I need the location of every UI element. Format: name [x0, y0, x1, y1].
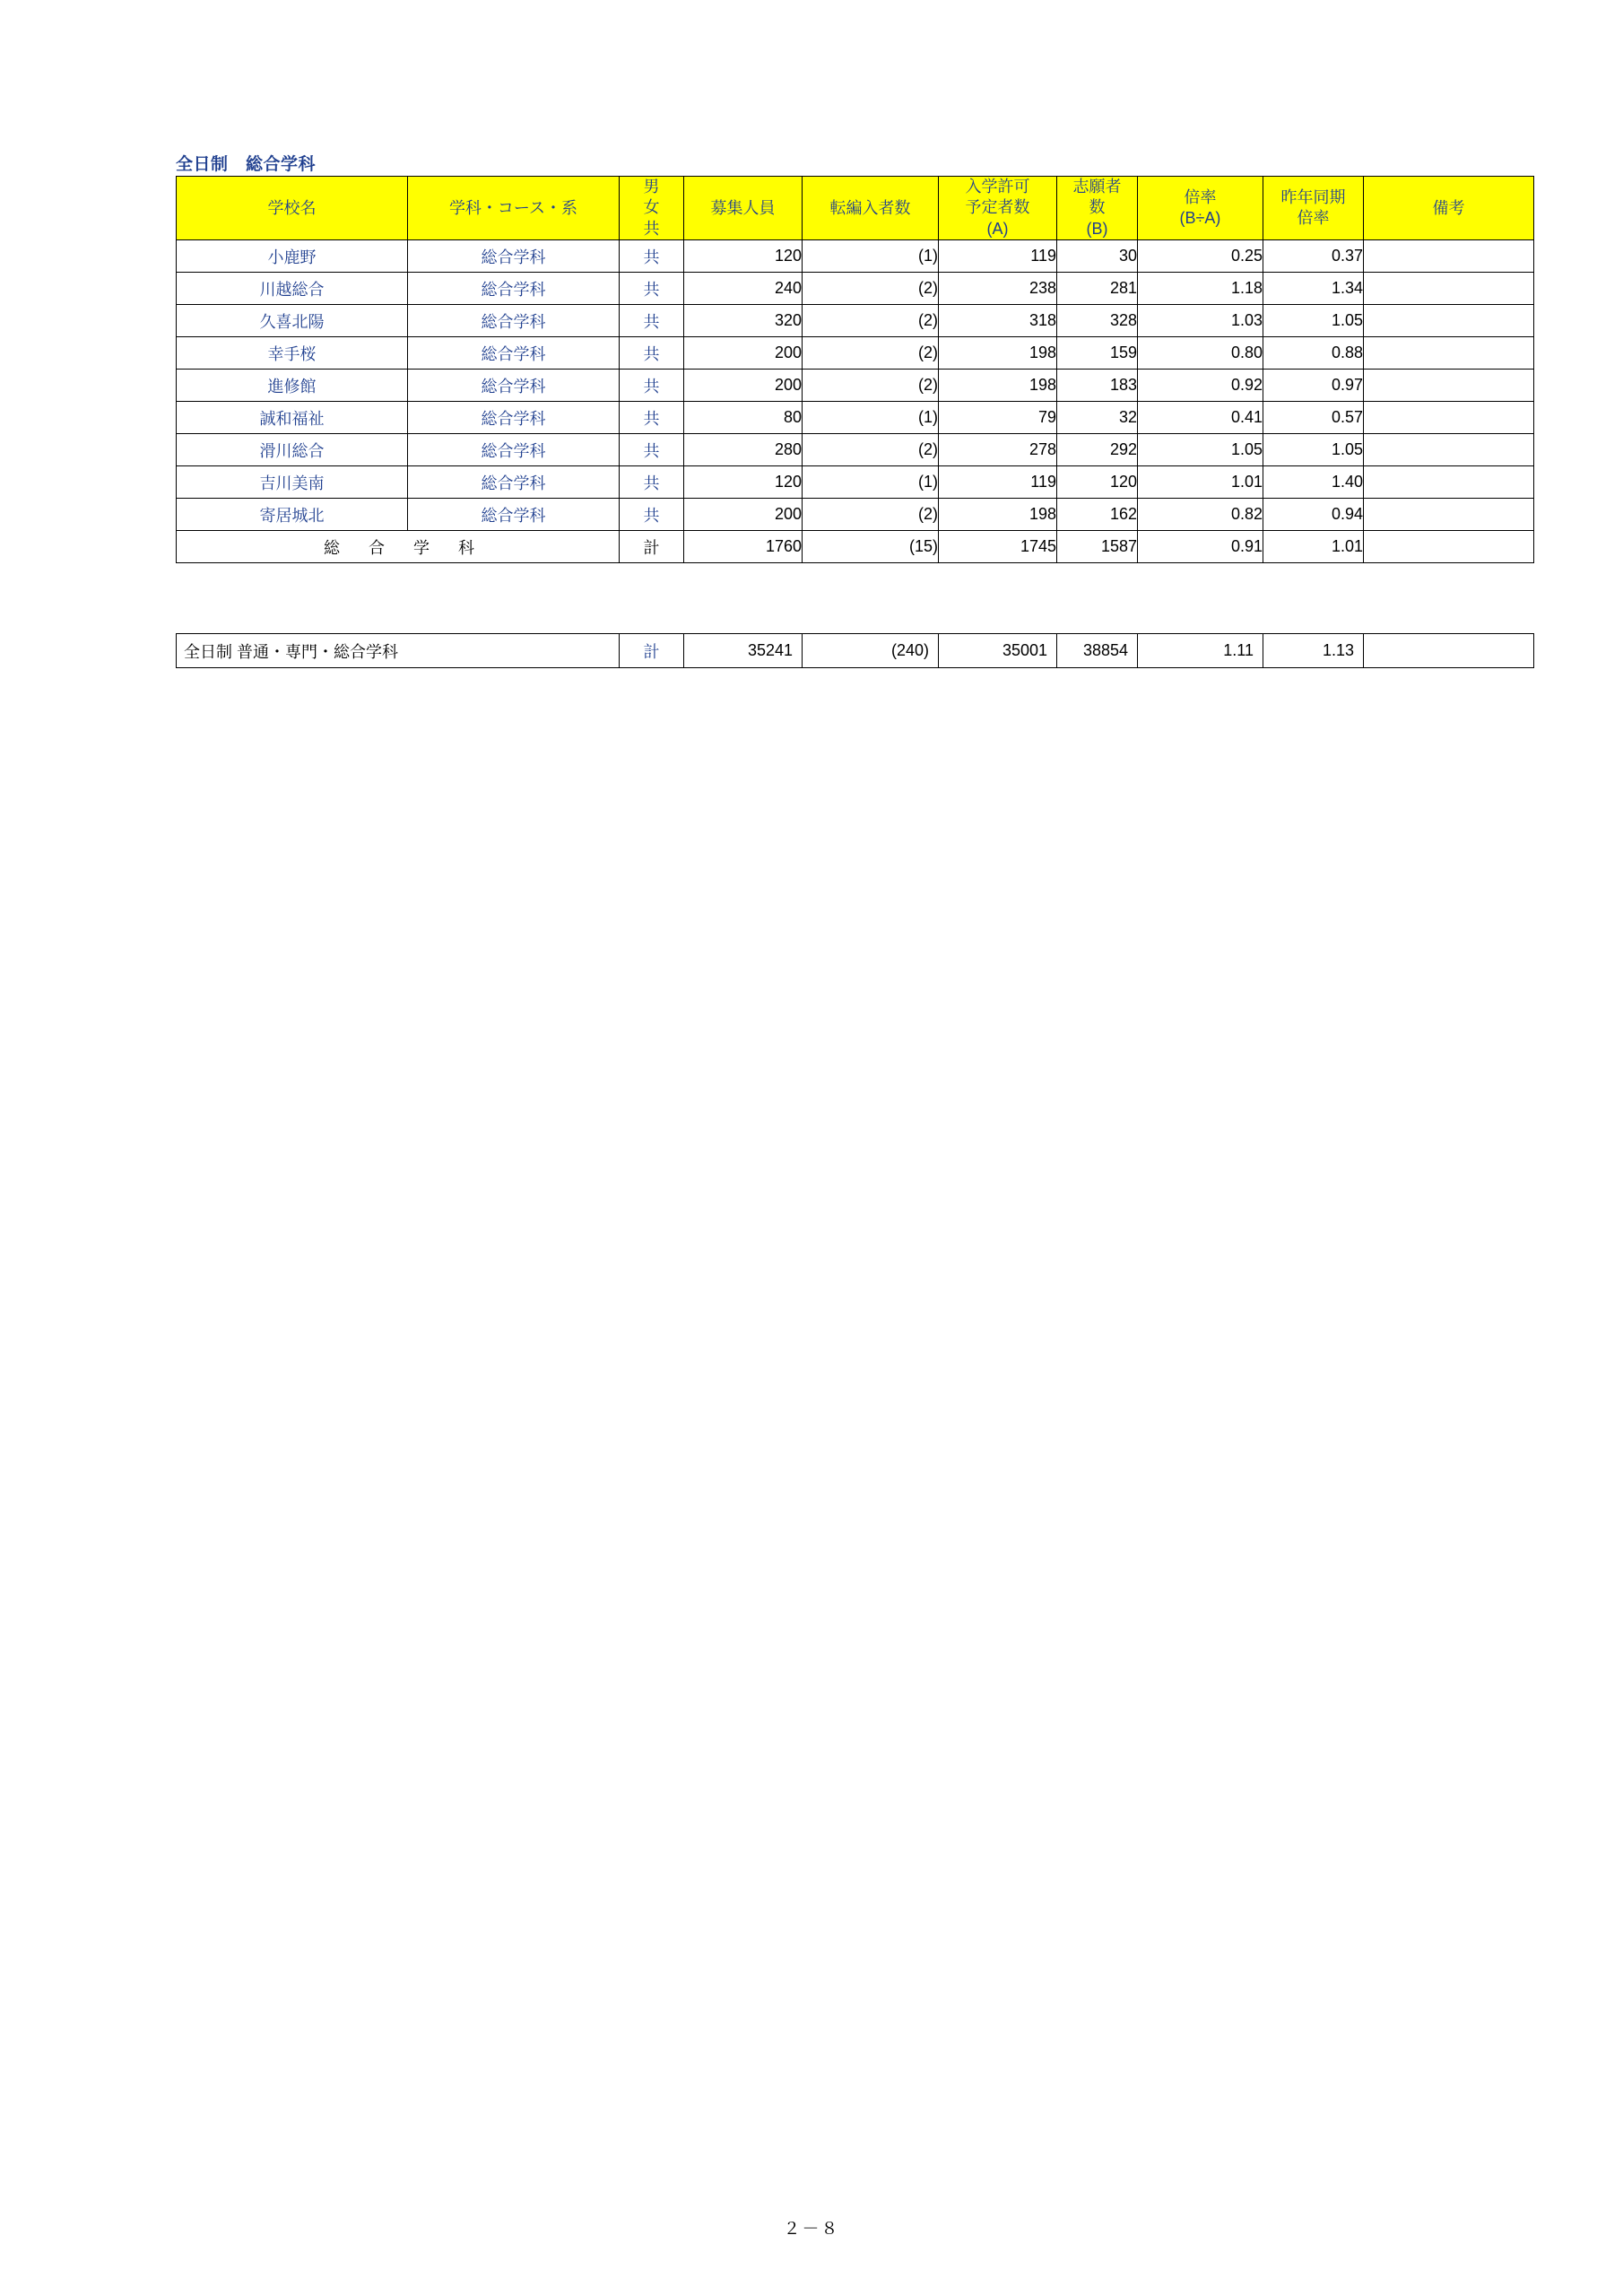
cell-course: 総合学科	[408, 337, 620, 370]
cell-admit: 238	[939, 273, 1057, 305]
cell-school: 誠和福祉	[177, 402, 408, 434]
cell-grand-total-note	[1364, 634, 1534, 668]
cell-course: 総合学科	[408, 402, 620, 434]
cell-admit: 119	[939, 240, 1057, 273]
cell-applicants: 162	[1057, 499, 1138, 531]
cell-subtotal-transfer: (15)	[803, 531, 939, 563]
cell-grand-total-admit: 35001	[939, 634, 1057, 668]
header-quota: 募集人員	[684, 177, 803, 240]
cell-quota: 200	[684, 370, 803, 402]
cell-ratio: 0.80	[1138, 337, 1263, 370]
cell-gender: 共	[620, 305, 684, 337]
cell-course: 総合学科	[408, 434, 620, 466]
header-applicants-line2: 数	[1089, 198, 1106, 217]
cell-gender: 共	[620, 273, 684, 305]
cell-applicants: 183	[1057, 370, 1138, 402]
table-row	[177, 370, 1534, 402]
table-row	[177, 240, 1534, 273]
cell-ratio: 0.92	[1138, 370, 1263, 402]
cell-subtotal-admit: 1745	[939, 531, 1057, 563]
cell-quota: 320	[684, 305, 803, 337]
header-last-year	[1263, 177, 1364, 240]
cell-applicants: 120	[1057, 466, 1138, 499]
cell-subtotal-label: 総 合 学 科	[177, 531, 620, 563]
cell-transfer: (2)	[803, 434, 939, 466]
grand-total-row	[177, 634, 1534, 668]
cell-gender: 共	[620, 337, 684, 370]
header-gender-female: 女	[643, 198, 660, 217]
cell-ratio: 1.01	[1138, 466, 1263, 499]
cell-gender: 共	[620, 434, 684, 466]
header-ratio-line1: 倍率	[1184, 187, 1217, 206]
cell-course: 総合学科	[408, 466, 620, 499]
header-last-year-line1: 昨年同期	[1280, 187, 1346, 206]
cell-gender: 共	[620, 240, 684, 273]
cell-last-year: 1.34	[1263, 273, 1364, 305]
cell-note	[1364, 466, 1534, 499]
cell-note	[1364, 499, 1534, 531]
cell-admit: 278	[939, 434, 1057, 466]
cell-ratio: 0.25	[1138, 240, 1263, 273]
cell-school: 久喜北陽	[177, 305, 408, 337]
cell-school: 進修館	[177, 370, 408, 402]
cell-admit: 198	[939, 337, 1057, 370]
cell-subtotal-quota: 1760	[684, 531, 803, 563]
cell-gender: 共	[620, 466, 684, 499]
header-admit-line3: (A)	[986, 219, 1009, 238]
cell-transfer: (1)	[803, 466, 939, 499]
cell-ratio: 1.05	[1138, 434, 1263, 466]
cell-ratio: 1.03	[1138, 305, 1263, 337]
header-note: 備考	[1364, 177, 1534, 240]
cell-last-year: 0.57	[1263, 402, 1364, 434]
header-last-year-line2: 倍率	[1297, 209, 1330, 228]
cell-applicants: 30	[1057, 240, 1138, 273]
cell-course: 総合学科	[408, 305, 620, 337]
header-applicants	[1057, 177, 1138, 240]
subtotal-row	[177, 531, 1534, 563]
table-row	[177, 273, 1534, 305]
cell-quota: 200	[684, 499, 803, 531]
cell-transfer: (1)	[803, 402, 939, 434]
cell-course: 総合学科	[408, 370, 620, 402]
cell-ratio: 0.41	[1138, 402, 1263, 434]
cell-grand-total-gender: 計	[620, 634, 684, 668]
cell-applicants: 32	[1057, 402, 1138, 434]
cell-subtotal-gender: 計	[620, 531, 684, 563]
table-header-row	[177, 177, 1534, 240]
cell-note	[1364, 370, 1534, 402]
cell-gender: 共	[620, 402, 684, 434]
table-row	[177, 499, 1534, 531]
cell-course: 総合学科	[408, 240, 620, 273]
header-ratio	[1138, 177, 1263, 240]
cell-note	[1364, 434, 1534, 466]
header-admit	[939, 177, 1057, 240]
cell-note	[1364, 273, 1534, 305]
cell-school: 小鹿野	[177, 240, 408, 273]
cell-transfer: (1)	[803, 240, 939, 273]
cell-note	[1364, 240, 1534, 273]
cell-school: 幸手桜	[177, 337, 408, 370]
cell-school: 滑川総合	[177, 434, 408, 466]
cell-ratio: 1.18	[1138, 273, 1263, 305]
cell-quota: 240	[684, 273, 803, 305]
cell-course: 総合学科	[408, 499, 620, 531]
cell-applicants: 281	[1057, 273, 1138, 305]
cell-quota: 120	[684, 240, 803, 273]
cell-last-year: 0.97	[1263, 370, 1364, 402]
cell-applicants: 159	[1057, 337, 1138, 370]
header-applicants-line1: 志願者	[1072, 178, 1122, 196]
cell-applicants: 292	[1057, 434, 1138, 466]
header-gender-male: 男	[643, 178, 660, 196]
header-applicants-line3: (B)	[1086, 219, 1108, 238]
comprehensive-course-table	[176, 176, 1534, 563]
page-number: ２－８	[783, 2220, 840, 2239]
cell-grand-total-quota: 35241	[684, 634, 803, 668]
cell-subtotal-ratio: 0.91	[1138, 531, 1263, 563]
cell-note	[1364, 305, 1534, 337]
cell-course: 総合学科	[408, 273, 620, 305]
cell-ratio: 0.82	[1138, 499, 1263, 531]
table-row	[177, 434, 1534, 466]
cell-last-year: 0.37	[1263, 240, 1364, 273]
header-transfer: 転編入者数	[803, 177, 939, 240]
table-row	[177, 466, 1534, 499]
cell-school: 吉川美南	[177, 466, 408, 499]
cell-quota: 80	[684, 402, 803, 434]
header-ratio-line2: (B÷A)	[1179, 209, 1221, 228]
cell-grand-total-applicants: 38854	[1057, 634, 1138, 668]
cell-subtotal-last-year: 1.01	[1263, 531, 1364, 563]
cell-quota: 120	[684, 466, 803, 499]
cell-transfer: (2)	[803, 370, 939, 402]
cell-applicants: 328	[1057, 305, 1138, 337]
cell-grand-total-ratio: 1.11	[1138, 634, 1263, 668]
cell-grand-total-label: 全日制 普通・専門・総合学科	[177, 634, 620, 668]
cell-school: 寄居城北	[177, 499, 408, 531]
cell-transfer: (2)	[803, 337, 939, 370]
header-gender-coed: 共	[643, 219, 660, 238]
cell-gender: 共	[620, 499, 684, 531]
cell-note	[1364, 402, 1534, 434]
header-school: 学校名	[177, 177, 408, 240]
cell-note	[1364, 337, 1534, 370]
cell-transfer: (2)	[803, 499, 939, 531]
table-row	[177, 305, 1534, 337]
cell-admit: 119	[939, 466, 1057, 499]
cell-last-year: 0.94	[1263, 499, 1364, 531]
cell-transfer: (2)	[803, 273, 939, 305]
cell-grand-total-last-year: 1.13	[1263, 634, 1364, 668]
cell-grand-total-transfer: (240)	[803, 634, 939, 668]
header-gender	[620, 177, 684, 240]
cell-subtotal-note	[1364, 531, 1534, 563]
table-row	[177, 337, 1534, 370]
table-row	[177, 402, 1534, 434]
header-admit-line2: 予定者数	[965, 198, 1030, 217]
grand-total-table	[176, 633, 1534, 668]
cell-quota: 280	[684, 434, 803, 466]
cell-last-year: 1.05	[1263, 434, 1364, 466]
cell-admit: 79	[939, 402, 1057, 434]
cell-admit: 198	[939, 499, 1057, 531]
table-body	[177, 240, 1534, 563]
cell-last-year: 0.88	[1263, 337, 1364, 370]
cell-transfer: (2)	[803, 305, 939, 337]
cell-quota: 200	[684, 337, 803, 370]
cell-gender: 共	[620, 370, 684, 402]
cell-last-year: 1.40	[1263, 466, 1364, 499]
cell-admit: 198	[939, 370, 1057, 402]
page-title: 全日制 総合学科	[176, 155, 317, 174]
cell-subtotal-applicants: 1587	[1057, 531, 1138, 563]
cell-school: 川越総合	[177, 273, 408, 305]
header-course: 学科・コース・系	[408, 177, 620, 240]
cell-last-year: 1.05	[1263, 305, 1364, 337]
cell-admit: 318	[939, 305, 1057, 337]
header-admit-line1: 入学許可	[965, 178, 1030, 196]
